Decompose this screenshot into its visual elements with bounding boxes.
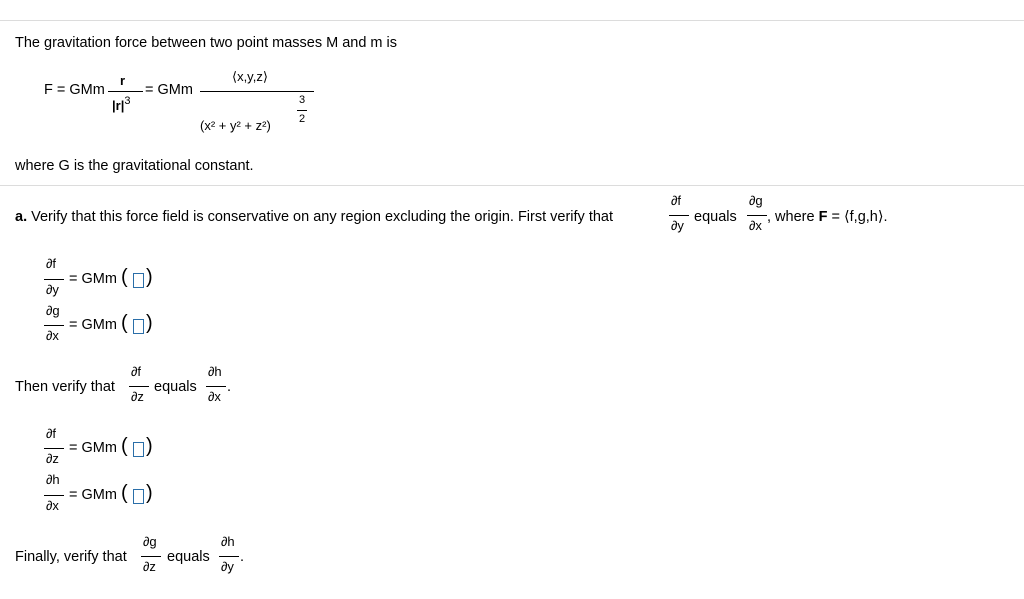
part-a-text: a. Verify that this force field is conservative on any region excluding the origin. First verify that xyxy=(15,209,614,225)
fraction-line xyxy=(44,325,64,326)
fraction-line xyxy=(44,279,64,280)
fraction-line xyxy=(747,215,767,216)
row-frac-num: ∂f xyxy=(46,426,57,441)
frac-den: ∂z xyxy=(131,389,144,404)
fraction-line-2 xyxy=(200,91,314,92)
frac-num: ∂f xyxy=(131,364,142,379)
paren-close: ) xyxy=(146,435,153,457)
exponent-fraction-line xyxy=(297,110,307,111)
exponent-denominator: 2 xyxy=(299,113,306,125)
exponent-numerator: 3 xyxy=(299,94,306,106)
row-frac-den: ∂x xyxy=(46,328,59,343)
row-frac-num: ∂g xyxy=(46,303,60,318)
frac-num: ∂h xyxy=(221,534,235,549)
fraction-line xyxy=(44,448,64,449)
where-text: where G is the gravitational constant. xyxy=(15,158,254,174)
paren-open: ( xyxy=(121,482,128,504)
part-a-tail: , where F = ⟨f,g,h⟩. xyxy=(767,209,888,225)
frac-num: ∂g xyxy=(749,193,763,208)
frac-den: ∂y xyxy=(671,218,684,233)
row-eq: = GMm xyxy=(69,487,117,503)
frac-num: ∂f xyxy=(671,193,682,208)
fraction-line xyxy=(108,91,143,92)
fraction-line xyxy=(219,556,239,557)
equals-text: equals xyxy=(167,549,210,565)
formula-numerator-r: r xyxy=(120,73,126,88)
fraction-line xyxy=(129,386,149,387)
frac-num: ∂h xyxy=(208,364,222,379)
frac-den: ∂z xyxy=(143,559,156,574)
then-verify-text: Then verify that xyxy=(15,379,115,395)
period: . xyxy=(227,379,232,395)
row-frac-num: ∂h xyxy=(46,472,60,487)
intro-text: The gravitation force between two point masses M and m is xyxy=(15,35,398,51)
frac-den: ∂x xyxy=(208,389,221,404)
row-frac-den: ∂y xyxy=(46,282,59,297)
frac-num: ∂g xyxy=(143,534,157,549)
row-frac-num: ∂f xyxy=(46,256,57,271)
formula-eq2: = GMm xyxy=(145,82,193,98)
row-eq: = GMm xyxy=(69,440,117,456)
section-divider xyxy=(0,185,1024,186)
equals-text: equals xyxy=(694,209,737,225)
paren-open: ( xyxy=(121,312,128,334)
part-a-label: a. xyxy=(15,209,28,225)
row-eq: = GMm xyxy=(69,317,117,333)
formula-lhs: F = GMm xyxy=(44,82,105,98)
fraction-line xyxy=(669,215,689,216)
paren-close: ) xyxy=(146,312,153,334)
paren-close: ) xyxy=(146,266,153,288)
paren-close: ) xyxy=(146,482,153,504)
equals-text: equals xyxy=(154,379,197,395)
formula-numerator-xyz: ⟨x,y,z⟩ xyxy=(232,69,268,84)
fraction-line xyxy=(206,386,226,387)
top-divider xyxy=(0,20,1024,21)
fraction-line xyxy=(141,556,161,557)
formula-denominator-sum: (x² + y² + z²) xyxy=(200,118,271,133)
row-eq: = GMm xyxy=(69,271,117,287)
finally-verify-text: Finally, verify that xyxy=(15,549,127,565)
paren-open: ( xyxy=(121,435,128,457)
formula-denominator-r: $|r|^3$ xyxy=(112,95,131,113)
frac-den: ∂x xyxy=(749,218,762,233)
paren-open: ( xyxy=(121,266,128,288)
period: . xyxy=(240,549,245,565)
answer-input-dh-dx[interactable] xyxy=(133,489,144,504)
row-frac-den: ∂z xyxy=(46,451,59,466)
answer-input-df-dy[interactable] xyxy=(133,273,144,288)
answer-input-df-dz[interactable] xyxy=(133,442,144,457)
answer-input-dg-dx[interactable] xyxy=(133,319,144,334)
row-frac-den: ∂x xyxy=(46,498,59,513)
frac-den: ∂y xyxy=(221,559,234,574)
fraction-line xyxy=(44,495,64,496)
